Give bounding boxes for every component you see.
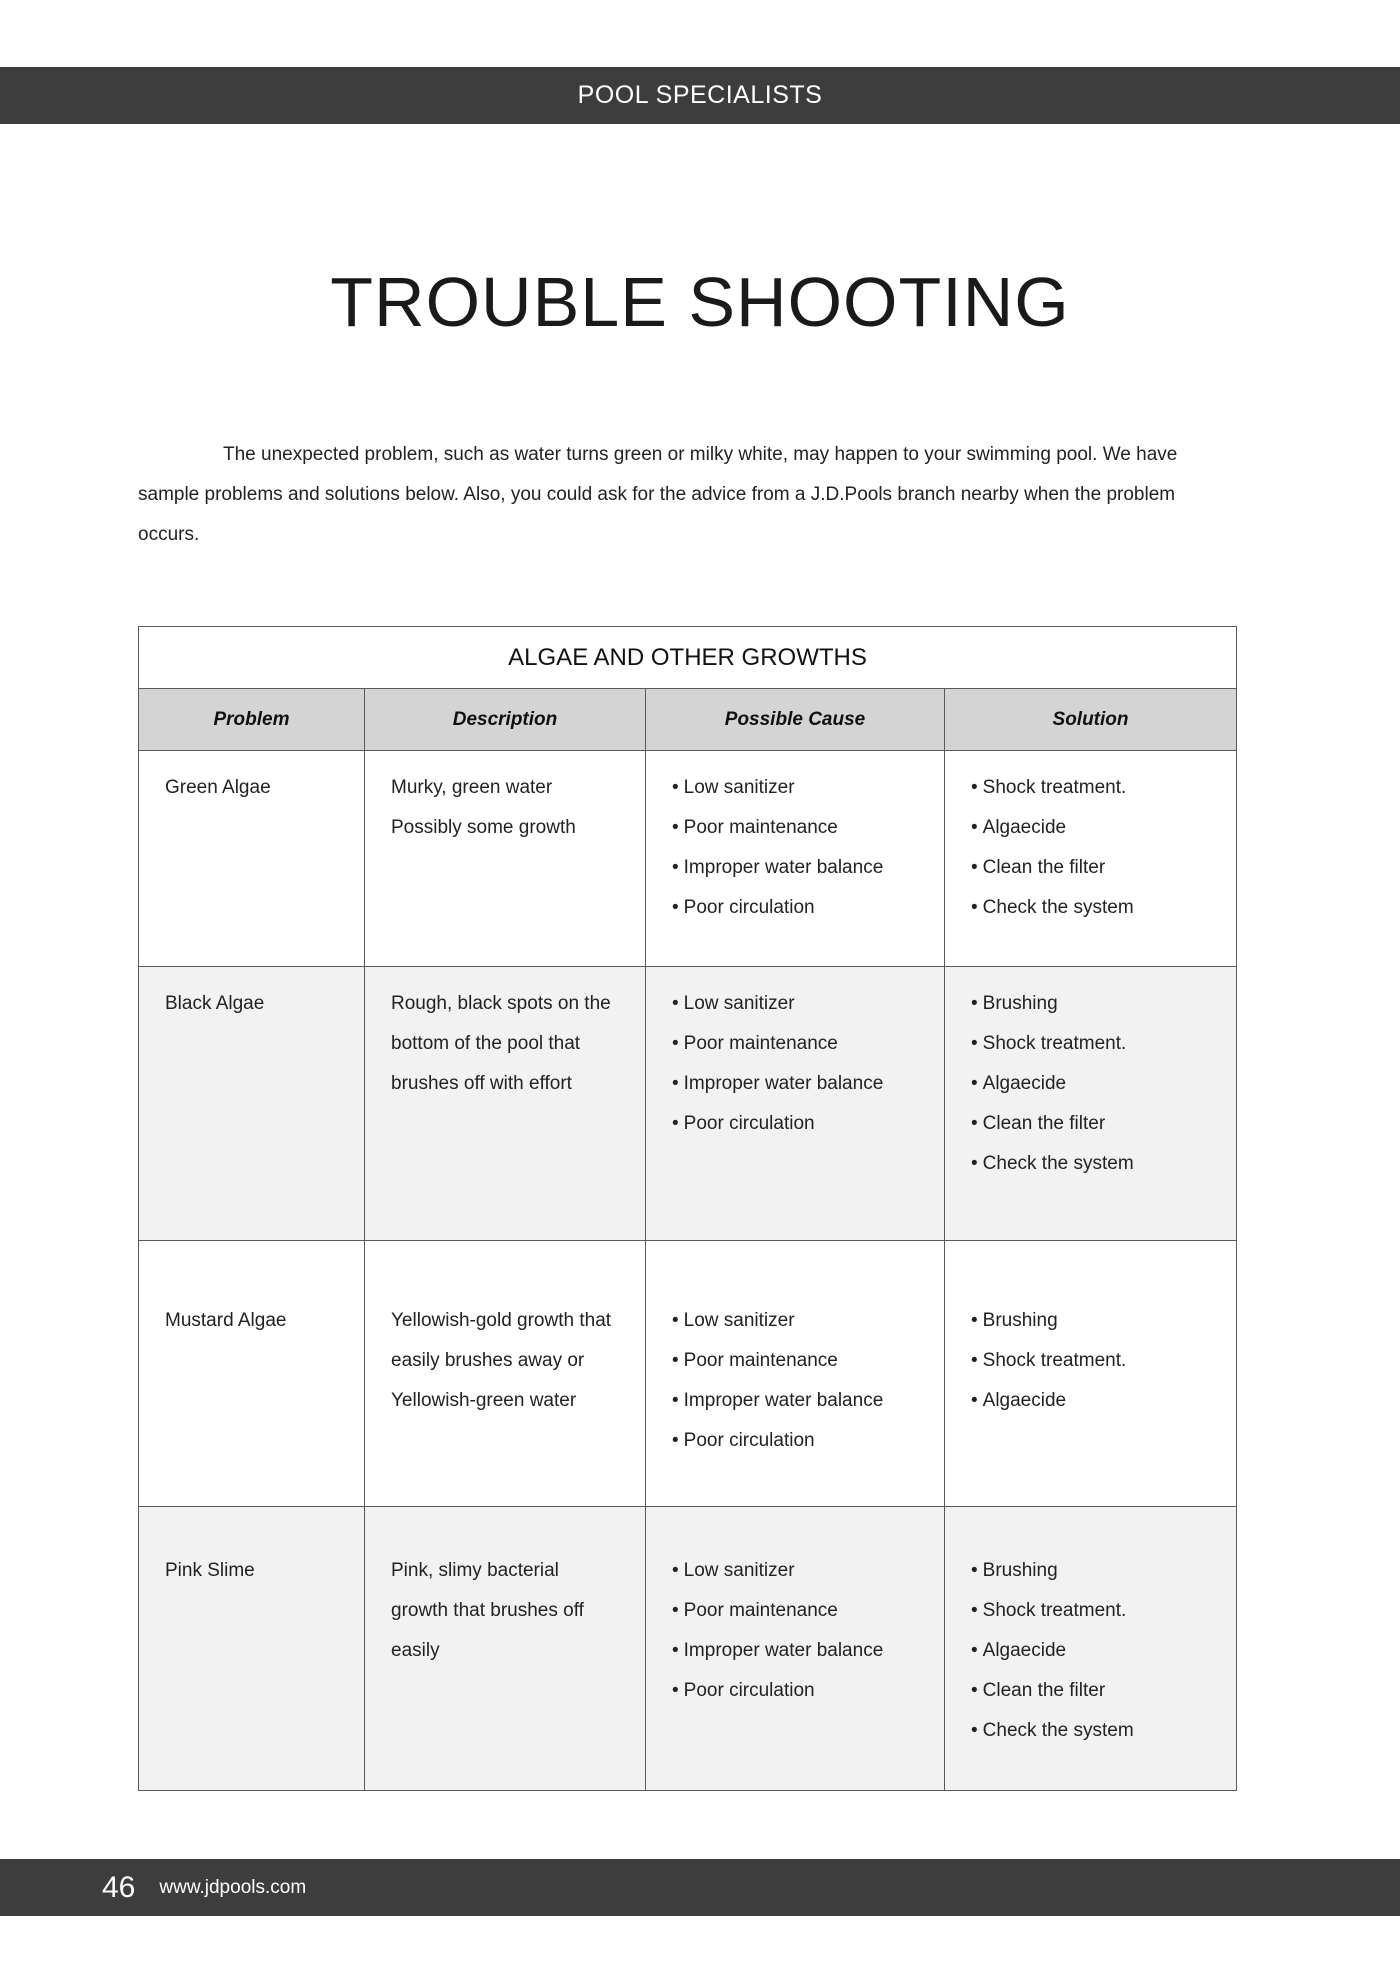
page-title: TROUBLE SHOOTING [330,263,1070,341]
solution-cell [945,1507,1237,1791]
description-cell: Rough, black spots on the bottom of the pool that brushes off with effort [365,967,646,1241]
cause-list [672,768,920,928]
cause-list [672,1551,920,1711]
solution-item: • Brushing [971,984,1212,1024]
column-header-possible-cause: Possible Cause [646,689,945,751]
problem-cell: Black Algae [139,967,365,1241]
column-header-solution: Solution [945,689,1237,751]
cause-item: • Low sanitizer [672,984,920,1024]
cause-item: • Low sanitizer [672,1551,920,1591]
description-cell: Murky, green water Possibly some growth [365,751,646,967]
solution-list [971,1551,1212,1751]
solution-list [971,1301,1212,1421]
cause-item: • Poor circulation [672,888,920,928]
cause-item: • Improper water balance [672,1064,920,1104]
cause-cell [646,751,945,967]
cause-item: • Improper water balance [672,1631,920,1671]
column-header-problem: Problem [139,689,365,751]
cause-item: • Improper water balance [672,848,920,888]
solution-item: • Clean the filter [971,1104,1212,1144]
cause-item: • Improper water balance [672,1381,920,1421]
cause-item: • Poor circulation [672,1104,920,1144]
solution-item: • Shock treatment. [971,1024,1212,1064]
solution-cell [945,967,1237,1241]
cause-item: • Poor maintenance [672,808,920,848]
solution-item: • Clean the filter [971,1671,1212,1711]
solution-item: • Check the system [971,1144,1212,1184]
solution-item: • Shock treatment. [971,1341,1212,1381]
intro-text: The unexpected problem, such as water turns green or milky white, may happen to your swimming pool. We have sample problems and solutions below. Also, you could ask for the advice from a J.D.Pools branch nearby when the problem occurs. [138,444,1178,545]
solution-item: • Brushing [971,1301,1212,1341]
solution-item: • Shock treatment. [971,1591,1212,1631]
table-row [139,751,1237,967]
solution-list [971,768,1212,928]
solution-item: • Algaecide [971,1631,1212,1671]
header-band-text: POOL SPECIALISTS [577,81,823,109]
solution-cell [945,1241,1237,1507]
troubleshooting-table [138,626,1237,1791]
solution-item: • Brushing [971,1551,1212,1591]
column-header-description: Description [365,689,646,751]
table-title: ALGAE AND OTHER GROWTHS [139,627,1237,689]
solution-item: • Clean the filter [971,848,1212,888]
cause-list [672,1301,920,1461]
footer-band [0,1859,1400,1916]
description-cell: Pink, slimy bacterial growth that brushes off easily [365,1507,646,1791]
cause-item: • Poor maintenance [672,1024,920,1064]
solution-cell [945,751,1237,967]
table-row [139,1507,1237,1791]
solution-item: • Check the system [971,888,1212,928]
cause-cell [646,1507,945,1791]
page-number: 46 [102,1870,136,1904]
table-row [139,1241,1237,1507]
solution-item: • Algaecide [971,808,1212,848]
table-row [139,967,1237,1241]
cause-item: • Poor circulation [672,1671,920,1711]
cause-item: • Poor maintenance [672,1341,920,1381]
solution-item: • Algaecide [971,1381,1212,1421]
header-band [0,67,1400,124]
solution-item: • Shock treatment. [971,768,1212,808]
website-url: www.jdpools.com [159,1876,307,1898]
cause-item: • Poor maintenance [672,1591,920,1631]
solution-item: • Check the system [971,1711,1212,1751]
solution-list [971,984,1212,1184]
cause-item: • Low sanitizer [672,768,920,808]
cause-item: • Low sanitizer [672,1301,920,1341]
description-cell: Yellowish-gold growth that easily brushes away or Yellowish-green water [365,1241,646,1507]
problem-cell: Green Algae [139,751,365,967]
problem-cell: Mustard Algae [139,1241,365,1507]
cause-cell [646,967,945,1241]
solution-item: • Algaecide [971,1064,1212,1104]
intro-paragraph [138,435,1236,555]
problem-cell: Pink Slime [139,1507,365,1791]
cause-cell [646,1241,945,1507]
cause-item: • Poor circulation [672,1421,920,1461]
cause-list [672,984,920,1144]
